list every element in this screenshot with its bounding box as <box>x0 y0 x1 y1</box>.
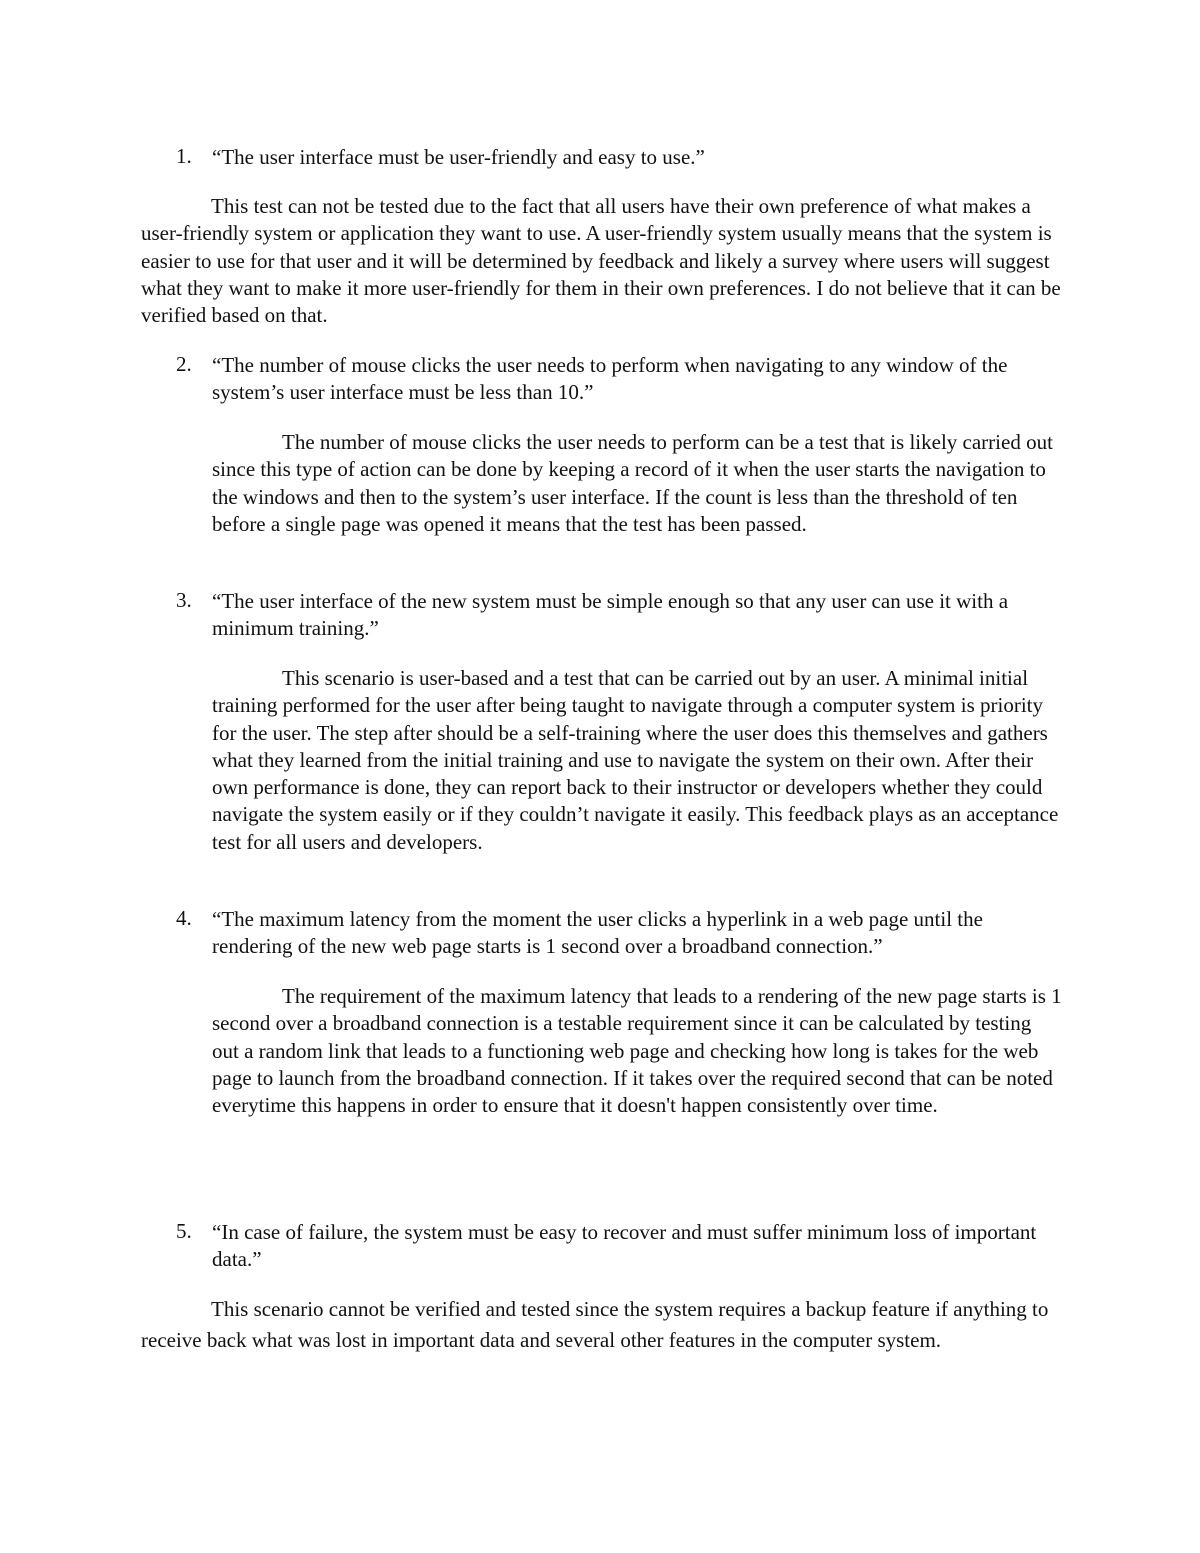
requirement-analysis: This scenario cannot be verified and tested since the system requires a backup feature if anything to receive back what was lost in important data and several other features in the computer system. <box>141 1297 1049 1352</box>
item-number: 1. <box>176 144 192 168</box>
requirement-analysis: The requirement of the maximum latency that leads to a rendering of the new page starts is 1 second over a broadband connection is a testable requirement since it can be calculated by testing out a random link that leads to a functioning web page and checking how long is takes for the web page to launch from the broadband connection. If it takes over the required second that can be noted everytime this happens in order to ensure that it doesn't happen consistently over time. <box>212 984 1062 1118</box>
requirement-analysis: This scenario is user-based and a test that can be carried out by an user. A minimal initial training performed for the user after being taught to navigate through a computer system is priority for the user. The step after should be a self-training where the user does this themselves and gathers what they learned from the initial training and use to navigate the system on their own. After their own performance is done, they can report back to their instructor or developers whether they could navigate the system easily or if they couldn’t navigate it easily. This feedback plays as an acceptance test for all users and developers. <box>212 666 1059 854</box>
requirement-quote: “The number of mouse clicks the user needs to perform when navigating to any window of the system’s user interface must be less than 10.” <box>212 353 1008 404</box>
item-number: 3. <box>176 588 192 612</box>
requirement-quote: “The user interface must be user-friendly and easy to use.” <box>212 145 705 169</box>
item-number: 4. <box>176 906 192 930</box>
requirement-analysis: This test can not be tested due to the fact that all users have their own preference of what makes a user-friendly system or application they want to use. A user-friendly system usually means that the system is easier to use for that user and it will be determined by feedback and likely a survey where users will suggest what they want to make it more user-friendly for them in their own preferences. I do not believe that it can be verified based on that. <box>141 194 1061 328</box>
requirement-quote: “The user interface of the new system must be simple enough so that any user can use it with a minimum training.” <box>212 589 1009 640</box>
requirement-analysis: The number of mouse clicks the user needs to perform can be a test that is likely carried out since this type of action can be done by keeping a record of it when the user starts the navigation to the windows and then to the system’s user interface. If the count is less than the threshold of ten before a single page was opened it means that the test has been passed. <box>212 430 1053 536</box>
requirement-quote: “The maximum latency from the moment the user clicks a hyperlink in a web page until the rendering of the new web page starts is 1 second over a broadband connection.” <box>212 907 983 958</box>
requirement-item-4 <box>176 906 1066 960</box>
item-number: 5. <box>176 1219 192 1243</box>
requirement-item-2 <box>176 352 1066 406</box>
item-number: 2. <box>176 352 192 376</box>
requirement-quote: “In case of failure, the system must be easy to recover and must suffer minimum loss of important data.” <box>212 1220 1037 1271</box>
requirement-item-5 <box>176 1219 1066 1273</box>
requirement-item-3 <box>176 588 1066 642</box>
requirement-item-1 <box>176 144 1066 171</box>
